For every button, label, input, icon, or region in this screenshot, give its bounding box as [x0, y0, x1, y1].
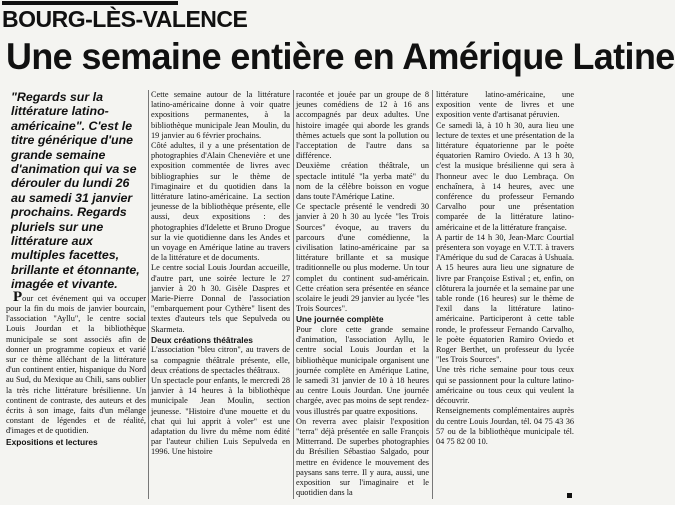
article-headline: Une semaine entière en Amérique Latine — [6, 36, 675, 77]
subheading-expositions: Expositions et lectures — [6, 436, 98, 447]
paragraph: Côté adultes, il y a une présentation de photographies d'Alain Chenevière et une exposition commentée de livres avec bibliographies sur le thème de l'imaginaire et du quotidien dans la littérature latino-américaine. La section jeunesse de la bibliothèque présente, elle aussi, deux expositions : des photographies d'Idelette et Bruno Drogue sur la vie quotidienne dans les Andes et un voyage en Amérique latine au travers de la littérature et de documents. — [151, 141, 290, 263]
paragraph: Cette semaine autour de la littérature latino-américaine donne à voir quatre expositions permanentes, à la bibliothèque municipale Jean Moulin, du 19 janvier au 6 février prochains. — [151, 90, 290, 140]
paragraph: Deuxième création théâtrale, un spectacle intitulé "la yerba maté" du nom de la célèbre boisson en vogue dans toute l'Amérique Latine. — [296, 161, 429, 202]
article-lede: "Regards sur la littérature latino-américaine". C'est le titre générique d'une grande semaine d'animation qui va se dérouler du lundi 26 au samedi 31 janvier prochains. Regards pluriels sur une littérature aux multiples facettes, brillante et étonnante, imagée et vivante. — [11, 90, 140, 292]
paragraph: Ce samedi là, à 10 h 30, aura lieu une lecture de textes et une présentation de la littérature équatorienne par le poète équatorien Ramiro Oviedo. A 13 h 30, c'est la musique brésilienne qui sera à l'honneur avec le duo Lembraça. On enchaînera, à 14 heures, avec une conférence du professeur Fernando Carvalho pour une présentation comparée de la littérature latino-américaine et de la littérature française. — [436, 120, 574, 232]
paragraph: racontée et jouée par un groupe de 8 jeunes comédiens de 12 à 16 ans accompagnés par deux adultes. Une histoire imagée qui aborde les grands thèmes actuels que sont la pollution ou l'acceptation de l'autre dans sa différence. — [296, 90, 429, 161]
column-divider — [432, 90, 433, 499]
article-intro-paragraph: Pour cet événement qui va occuper pour la fin du mois de janvier bourcain, l'association "Ayllu", le centre social Louis Jourdan et la bibliothèque municipale se sont associés afin de donner un programme copieux et varié sur ce thème alléchant de la littérature d'un continent entier, hispanique du Nord au Sud, du Mexique au Chili, sans oublier la très riche littérature brésilienne. Un continent de contraste, des auteurs et des écrits à son image, faits d'un mélange constant de légendes et de réalité, d'images et de quotidien. — [6, 288, 146, 436]
paragraph: Pour clore cette grande semaine d'animation, l'association Ayllu, le centre social Louis Jourdan et la bibliothèque municipale organisent une journée complète en Amérique Latine, le samedi 31 janvier de 10 à 18 heures au centre Louis Jourdan. Une journée chargée, avec pas moins de sept rendez-vous illustrés par quatre expositions. — [296, 324, 429, 416]
paragraph: Le centre social Louis Jourdan accueille, d'autre part, une soirée lecture le 27 janvier à 20 h 30. Gisèle Daspres et Marie-Pierre Donnal de l'association "embarquement pour Cythère" lisent des textes d'auteurs tels que Sepulveda ou Skarmeta. — [151, 263, 290, 334]
subheading-journee-complete: Une journée complète — [296, 314, 384, 325]
article-column-1 — [6, 90, 146, 501]
paragraph: A partir de 14 h 30, Jean-Marc Courtial présentera son voyage en V.T.T. à travers l'Amérique du sud de Caracas à Ushuaïa. A 15 heures aura lieu une signature de livre par Françoise Estival ; et, enfin, on clôturera la journée et la semaine par une table ronde (16 heures) sur le thème de l'exil dans la littérature latino-américaine. Participeront à cette table ronde, le professeur Fernando Carvalho, le poète équatorien Ramiro Oviedo et Roger Berthet, un professeur du lycée "les Trois Sources". — [436, 232, 574, 365]
column-divider — [293, 90, 294, 499]
contact-paragraph: Renseignements complémentaires auprès du centre Louis Jourdan, tél. 04 75 43 36 57 ou de la bibliothèque municipale tél. 04 75 82 00 10. — [436, 406, 574, 446]
article-column-4 — [436, 90, 574, 501]
section-kicker: BOURG-LÈS-VALENCE — [2, 1, 178, 33]
paragraph: Une très riche semaine pour tous ceux qui se passionnent pour la culture latino-américaine ou tous ceux qui veulent la découvrir. — [436, 365, 574, 406]
end-of-article-mark — [567, 493, 572, 498]
paragraph: Ce spectacle présenté le vendredi 30 janvier à 20 h 30 au lycée "les Trois Sources" évoque, au travers du parcours d'une comédienne, la civilisation latino-américaine par sa littérature brillante et sa musique traditionnelle ou plus moderne. Un tour complet du continent sud-américain. Cette création sera présentée en séance scolaire le jeudi 29 janvier au lycée "les Trois Sources". — [296, 202, 429, 314]
subheading-creations-theatrales: Deux créations théâtrales — [151, 334, 253, 345]
paragraph: Un spectacle pour enfants, le mercredi 28 janvier à 14 heures à la bibliothèque municipale Jean Moulin, section jeunesse. "Histoire d'une mouette et du chat qui lui apprit à voler" est une adaptation du livre du même nom édité par l'auteur chilien Luis Sepulveda en 1996. Une histoire — [151, 375, 290, 457]
paragraph: littérature latino-américaine, une exposition vente de livres et une exposition vente d'artisanat péruvien. — [436, 90, 574, 120]
paragraph: L'association "bleu citron", au travers de sa compagnie théâtrale présente, elle, deux créations de spectacles théâtraux. — [151, 345, 290, 375]
column-divider — [148, 90, 149, 499]
article-column-2 — [151, 90, 290, 501]
article-column-3 — [296, 90, 429, 501]
paragraph: On reverra avec plaisir l'exposition "terra" déjà présentée en salle François Mitterrand. De superbes photographies du Brésilien Sébastiao Salgado, pour mettre en évidence le mouvement des paysans sans terre. Il y aura, aussi, une exposition sur l'imaginaire et le quotidien dans la — [296, 416, 429, 498]
